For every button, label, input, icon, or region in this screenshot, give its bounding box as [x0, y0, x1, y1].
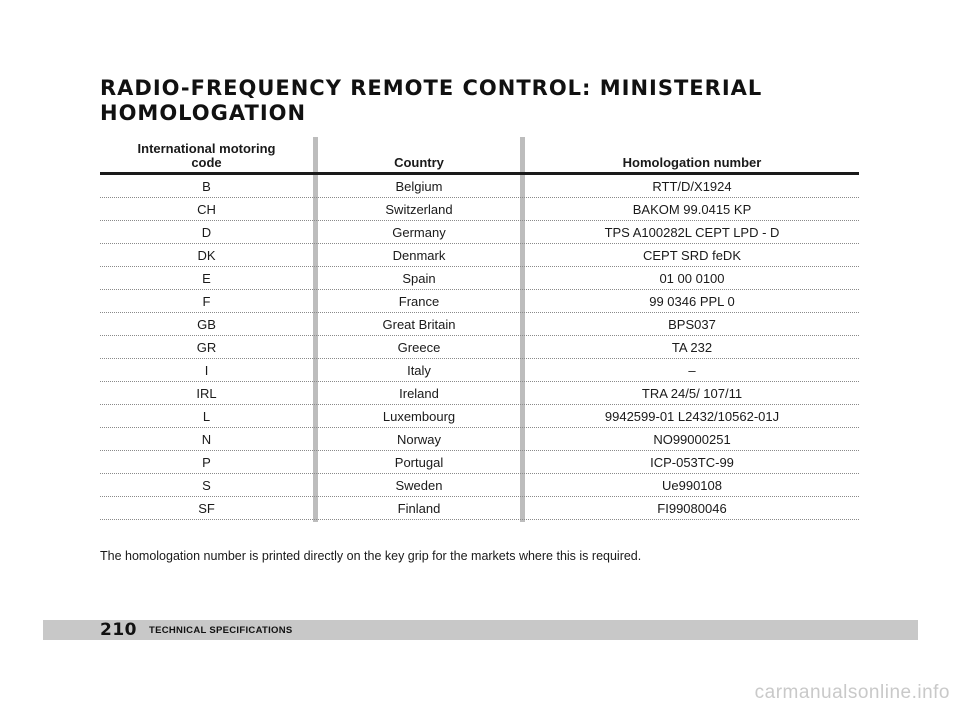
cell-country: Luxembourg: [382, 408, 456, 424]
cell-number: CEPT SRD feDK: [642, 247, 741, 263]
cell-number: Ue990108: [662, 477, 722, 493]
header-number: Homologation number: [622, 155, 762, 170]
page-title-line1: RADIO-FREQUENCY REMOTE CONTROL: MINISTERIAL: [100, 76, 763, 100]
section-title: TECHNICAL SPECIFICATIONS: [149, 624, 293, 636]
homologation-table: [100, 137, 859, 520]
table-row: [100, 336, 859, 359]
cell-code: F: [202, 293, 211, 309]
cell-code: L: [202, 408, 211, 424]
table-row: [100, 313, 859, 336]
table-row: [100, 267, 859, 290]
table-row: [100, 244, 859, 267]
cell-number: BAKOM 99.0415 KP: [632, 201, 752, 217]
cell-code: GB: [197, 316, 216, 332]
page-title: [100, 76, 762, 126]
table-row: [100, 290, 859, 313]
page-footer: [43, 620, 918, 640]
cell-code: SF: [198, 500, 215, 516]
cell-country: Italy: [407, 362, 431, 378]
table-row: [100, 474, 859, 497]
page-number: 210: [100, 620, 137, 640]
cell-code: B: [202, 178, 211, 194]
cell-country: Ireland: [399, 385, 439, 401]
table-row: [100, 451, 859, 474]
cell-code: DK: [197, 247, 216, 263]
cell-number: BPS037: [668, 316, 716, 332]
cell-country: Portugal: [394, 454, 444, 470]
cell-number: TRA 24/5/ 107/11: [641, 385, 743, 401]
cell-number: RTT/D/X1924: [652, 178, 732, 194]
cell-country: Switzerland: [385, 201, 453, 217]
table-row: [100, 221, 859, 244]
cell-country: Finland: [397, 500, 441, 516]
cell-country: Sweden: [395, 477, 443, 493]
header-code: International motoring code: [137, 141, 276, 170]
cell-country: France: [398, 293, 440, 309]
table-row: [100, 198, 859, 221]
cell-number: NO99000251: [653, 431, 731, 447]
cell-number: FI99080046: [657, 500, 727, 516]
cell-code: I: [204, 362, 209, 378]
cell-number: TA 232: [671, 339, 713, 355]
cell-country: Great Britain: [382, 316, 456, 332]
cell-country: Spain: [402, 270, 436, 286]
cell-code: GR: [196, 339, 217, 355]
table-row: [100, 405, 859, 428]
table-body: [100, 175, 859, 520]
table-row: [100, 175, 859, 198]
cell-code: E: [202, 270, 211, 286]
watermark: carmanualsonline.info: [754, 682, 950, 703]
cell-country: Norway: [396, 431, 442, 447]
cell-code: S: [202, 477, 211, 493]
cell-code: IRL: [196, 385, 217, 401]
cell-code: N: [201, 431, 212, 447]
cell-country: Germany: [392, 224, 446, 240]
table-row: [100, 428, 859, 451]
cell-number: 99 0346 PPL 0: [649, 293, 735, 309]
cell-code: P: [202, 454, 211, 470]
table-row: [100, 382, 859, 405]
table-row: [100, 497, 859, 520]
cell-country: Belgium: [395, 178, 443, 194]
footnote: The homologation number is printed directly on the key grip for the markets where this is required.: [100, 549, 642, 563]
cell-country: Greece: [397, 339, 441, 355]
cell-number: 9942599-01 L2432/10562-01J: [604, 408, 780, 424]
cell-country: Denmark: [392, 247, 446, 263]
cell-number: –: [688, 362, 696, 378]
cell-number: 01 00 0100: [659, 270, 725, 286]
table-header: [100, 137, 859, 175]
cell-code: CH: [197, 201, 216, 217]
table-row: [100, 359, 859, 382]
cell-number: ICP-053TC-99: [650, 454, 734, 470]
cell-number: TPS A100282L CEPT LPD - D: [604, 224, 780, 240]
page-title-line2: HOMOLOGATION: [100, 101, 307, 125]
cell-code: D: [201, 224, 212, 240]
header-country: Country: [394, 155, 444, 170]
